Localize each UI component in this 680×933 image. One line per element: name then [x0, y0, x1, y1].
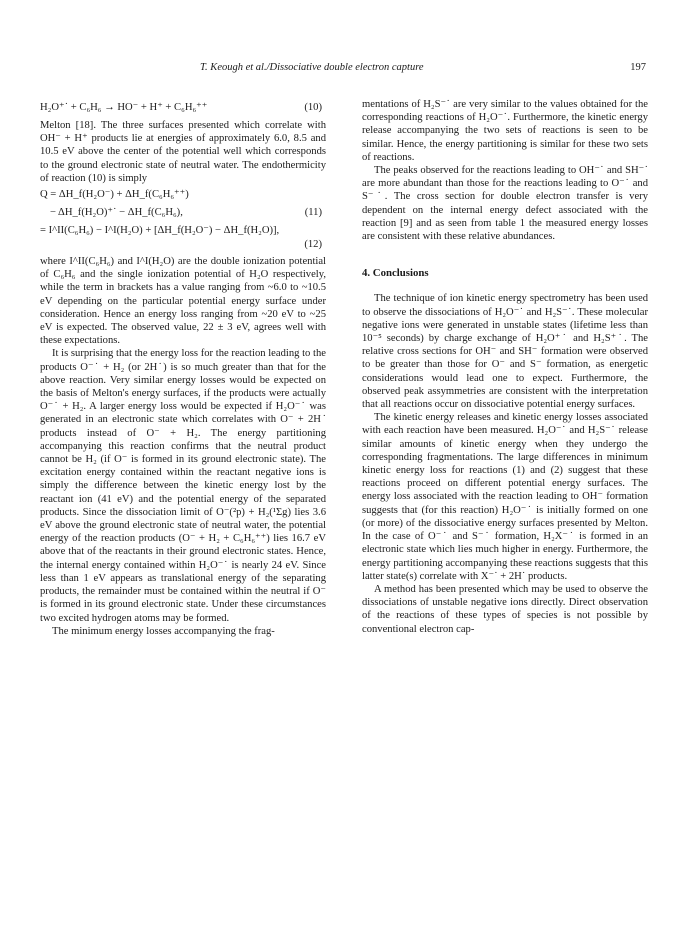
section-heading: 4. Conclusions [362, 267, 429, 280]
equation-11-expression-2: − ΔH_f(H₂O)⁺˙ − ΔH_f(C₆H₆), [50, 207, 183, 219]
paragraph: where I^II(C₆H₆) and I^I(H₂O) are the double ionization potential of C₆H₆ and the single ionization potential of H₂O respectively, while the term in brackets has a value ranging from ~6.0 to ~10.5 eV depending on the particular potential energy surface under consideration. Hence an energy loss ranging from ~20 eV to ~25 eV is expected. The observed value, 22 ± 3 eV, agrees well with these expectations. [40, 256, 326, 347]
left-column [40, 98, 326, 638]
paragraph: The peaks observed for the reactions leading to OH⁻˙ and SH⁻˙ are more abundant than those for the reactions leading to O⁻˙ and S⁻˙. The cross section for double electron transfer is very dependent on the internal energy defect associated with the reaction [9] and as seen from table 1 the measured energy losses are consistent with these relative abundances. [362, 165, 648, 243]
equation-10 [40, 101, 326, 116]
paragraph: Melton [18]. The three surfaces presented which correlate with OH⁻ + H⁺ products lie at energies of approximately 6.0, 8.5 and 10.5 eV above the center of the potential well which corresponds to the ground electronic state of neutral water. The endothermicity of reaction (10) is simply [40, 120, 326, 184]
equation-12 [40, 224, 326, 252]
equation-11-line-2 [40, 206, 326, 221]
right-column [362, 98, 648, 636]
page-number: 197 [630, 62, 646, 73]
paragraph: The kinetic energy releases and kinetic energy losses associated with each reaction have been measured. H₂O⁻˙ and H₂S⁻˙ release similar amounts of kinetic energy when they undergo the corresponding fragmentations. The large differences in minimum kinetic energy loss for reactions (1) and (2) suggest that these reactions proceed on different potential energy surfaces. The energy loss associated with the reaction leading to OH⁻ formation suggests that (for this reaction) H₂O⁻˙ is initially formed on one (or more) of the dissociative energy surfaces presented by Melton. In the case of O⁻˙ and S⁻˙ formation, H₂X⁻˙ is formed in an electronic state which lies much higher in energy. Furthermore, the energy partitioning accompanying these reactions suggests that this latter state(s) correlate with X⁻˙ + 2H˙ products. [362, 412, 648, 582]
equation-12-number: (12) [304, 239, 322, 251]
equation-11-expression-1: Q = ΔH_f(H₂O⁻) + ΔH_f(C₆H₆⁺⁺) [40, 189, 189, 201]
equation-11-line-1 [40, 188, 326, 203]
running-header [40, 62, 650, 78]
paragraph: The technique of ion kinetic energy spectrometry has been used to observe the dissociations of H₂O⁻˙ and H₂S⁻˙. These molecular negative ions were generated in unstable states (lifetime less than 10⁻⁵ seconds) by charge exchange of H₂O⁺˙ and H₂S⁺˙. The relative cross sections for OH⁻ and SH⁻ formation were observed to be greater than those for O⁻ and S⁻ formation, as energetic considerations would lead one to expect. Furthermore, the observed peak assymmetries are consistent with the interpretation that all reactions occur on dissociative potential energy surfaces. [362, 293, 648, 411]
paragraph: A method has been presented which may be used to observe the dissociations of unstable negative ions directly. Direct observation of the reactions of these types of species is not possible by conventional electron cap- [362, 583, 648, 635]
equation-10-number: (10) [304, 102, 322, 113]
paragraph: It is surprising that the energy loss for the reaction leading to the products O⁻˙ + H₂ (or 2H˙) is so much greater than that for the above reaction. Very similar energy losses would be expected on the basis of Melton's energy surfaces, if the products were actually O⁻˙ + H₂. A larger energy loss would be expected if H₂O⁻˙ was generated in an electronic state which correlates with O⁻ + 2H˙ products instead of O⁻ + H₂. The energy partitioning accompanying this reaction confirms that the neutral product cannot be H₂ (if O⁻ is formed in its ground electronic state). The excitation energy contained within the reactant negative ions is simply the difference between the kinetic energy lost by the reactant ion (41 eV) and the potential energy of the separated products. Since the dissociation limit of O⁻(²p) + H₂(¹Σg) lies 3.6 eV above the ground electronic state of neutral water, the potential energy of the reaction products (O⁻ + H₂ + C₆H₆⁺⁺) lies 16.7 eV above that of the reactants in their ground electronic states. Hence, the internal energy contained within H₂O⁻˙ is nearly 24 eV. Since less than 1 eV appears as translational energy of the separating products, the remainder must be contained within the neutral if O⁻ is formed in its ground electronic state. Under these circumstances two excited hydrogen atoms may be formed. [40, 348, 326, 624]
running-title: T. Keough et al./Dissociative double electron capture [200, 62, 424, 73]
equation-10-expression: H₂O⁺˙ + C₆H₆ → HO⁻ + H⁺ + C₆H₆⁺⁺ [40, 102, 208, 113]
equation-12-expression: = I^II(C₆H₆) − I^I(H₂O) + [ΔH_f(H₂O⁻) − ΔH_f(H₂O)], [40, 225, 280, 237]
paragraph: mentations of H₂S⁻˙ are very similar to the values obtained for the corresponding reactions of H₂O⁻˙. Furthermore, the kinetic energy release accompanying the two sets of reactions is seen to be similar. Hence, the energy partitioning is similar for these two sets of reactions. [362, 99, 648, 163]
equation-11-number: (11) [304, 207, 322, 219]
paragraph: The minimum energy losses accompanying the frag- [52, 625, 275, 637]
